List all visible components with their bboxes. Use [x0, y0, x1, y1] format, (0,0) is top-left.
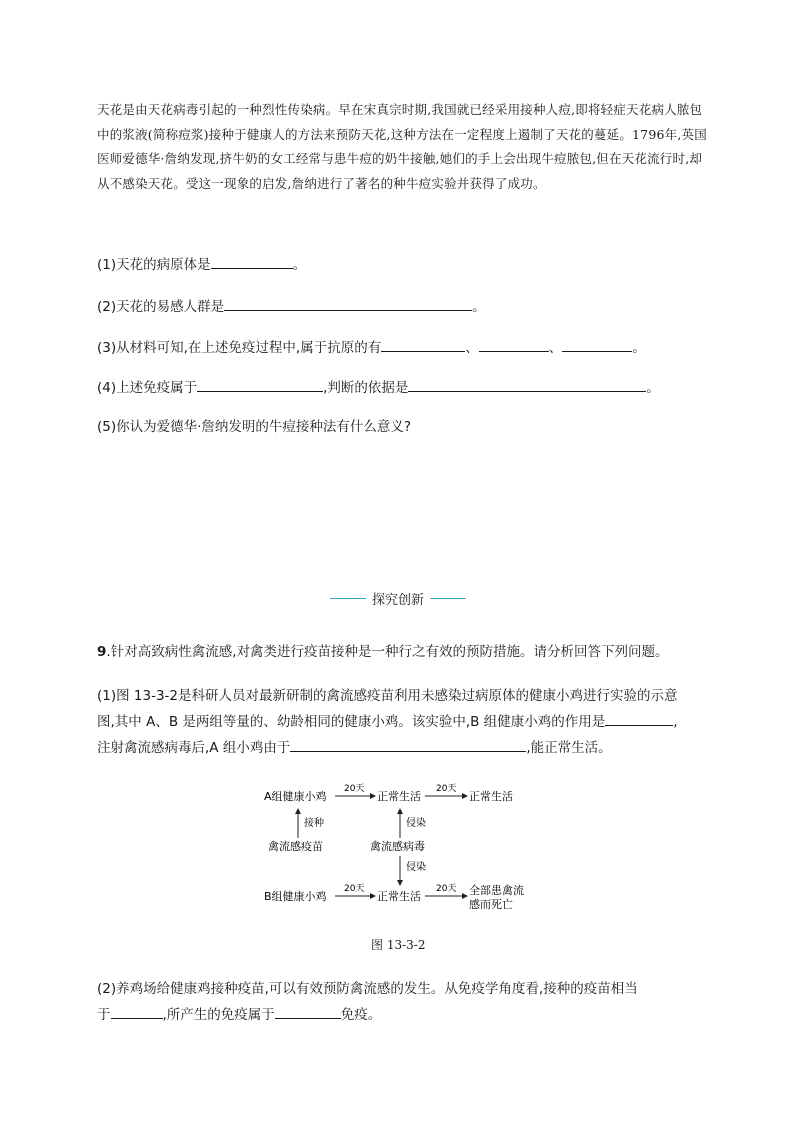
answer-blank[interactable] [381, 337, 465, 352]
answer-blank[interactable] [479, 337, 549, 352]
answer-blank[interactable] [224, 296, 472, 311]
a-group-label: A组健康小鸡 [264, 790, 327, 803]
passage-smallpox: 天花是由天花病毒引起的一种烈性传染病。早在宋真宗时期,我国就已经采用接种人痘,即将轻症天花病人脓包中的浆液(简称痘浆)接种于健康人的方法来预防天花,这种方法在一定程度上遏制了天花的蔓延。1796年,英国医师爱德华·詹纳发现,挤牛奶的女工经常与患牛痘的奶牛接触,她们的手上会出现牛痘脓包,但在天花流行时,却从不感染天花。受这一现象的启发,詹纳进行了著名的种牛痘实验并获得了成功。 [97, 102, 707, 191]
question-8-5: (5)你认为爱德华·詹纳发明的牛痘接种法有什么意义? [97, 419, 412, 435]
days-label: 20天 [344, 884, 365, 894]
question-8-3 [97, 337, 646, 358]
question-text: 、 [465, 340, 479, 356]
question-9-stem [97, 639, 707, 665]
days-label: 20天 [344, 784, 365, 794]
question-text: (2)养鸡场给健康鸡接种疫苗,可以有效预防禽流感的发生。从免疫学角度看,接种的疫苗相当 [97, 981, 638, 997]
answer-blank[interactable] [275, 1004, 341, 1019]
question-text: 。 [292, 257, 307, 273]
answer-blank[interactable] [562, 337, 632, 352]
answer-blank[interactable] [197, 377, 323, 392]
question-number: 9 [97, 644, 107, 660]
normal-life-label: 正常生活 [377, 890, 421, 903]
infect-label: 侵染 [406, 862, 426, 873]
answer-blank[interactable] [290, 737, 526, 752]
infect-label: 侵染 [406, 818, 426, 829]
vaccinate-label: 接种 [304, 818, 324, 829]
normal-life-label: 正常生活 [469, 790, 513, 803]
section-divider-left [330, 598, 366, 599]
question-text: 注射禽流感病毒后,A 组小鸡由于 [97, 740, 291, 756]
days-label: 20天 [436, 884, 457, 894]
question-text: 。 [472, 299, 486, 315]
question-text: 图,其中 A、B 是两组等量的、幼龄相同的健康小鸡。该实验中,B 组健康小鸡的作用是 [97, 714, 606, 730]
question-text: 。 [632, 340, 646, 356]
question-text: 、 [548, 340, 563, 356]
experiment-diagram [260, 778, 540, 918]
section-title: 探究创新 [372, 593, 425, 608]
days-label: 20天 [436, 784, 457, 794]
section-divider-right [430, 598, 466, 599]
question-text: ,判断的依据是 [323, 380, 409, 396]
question-8-2 [97, 296, 486, 317]
question-9-2 [97, 976, 707, 1028]
question-text: , [673, 714, 678, 730]
answer-blank[interactable] [605, 711, 673, 726]
outcome-label-line1: 全部患禽流 [469, 884, 524, 897]
question-text: (4)上述免疫属于 [97, 380, 198, 396]
figure-caption: 图 13-3-2 [371, 938, 426, 952]
question-text: (2)天花的易感人群是 [97, 299, 225, 315]
answer-blank[interactable] [111, 1004, 163, 1019]
question-text: ,能正常生活。 [526, 740, 612, 756]
b-group-label: B组健康小鸡 [264, 890, 327, 903]
normal-life-label: 正常生活 [377, 790, 421, 803]
question-text: 免疫。 [340, 1007, 382, 1023]
question-text: (1)天花的病原体是 [97, 257, 211, 273]
section-header [330, 589, 466, 608]
question-8-4 [97, 377, 660, 398]
answer-blank[interactable] [408, 377, 646, 392]
question-text: 。 [646, 380, 660, 396]
answer-blank[interactable] [211, 254, 293, 269]
question-text: (3)从材料可知,在上述免疫过程中,属于抗原的有 [97, 340, 382, 356]
question-text: 于 [97, 1007, 111, 1023]
outcome-label-line2: 感而死亡 [469, 898, 513, 911]
question-text: (1)图 13-3-2是科研人员对最新研制的禽流感疫苗利用未感染过病原体的健康小鸡进行实验的示意 [97, 688, 678, 704]
question-8-1 [97, 254, 306, 275]
question-9-1 [97, 683, 707, 761]
question-text: ,所产生的免疫属于 [162, 1007, 275, 1023]
question-text: .针对高致病性禽流感,对禽类进行疫苗接种是一种行之有效的预防措施。请分析回答下列问题。 [106, 644, 669, 660]
virus-label: 禽流感病毒 [370, 840, 425, 853]
vaccine-label: 禽流感疫苗 [268, 840, 323, 853]
